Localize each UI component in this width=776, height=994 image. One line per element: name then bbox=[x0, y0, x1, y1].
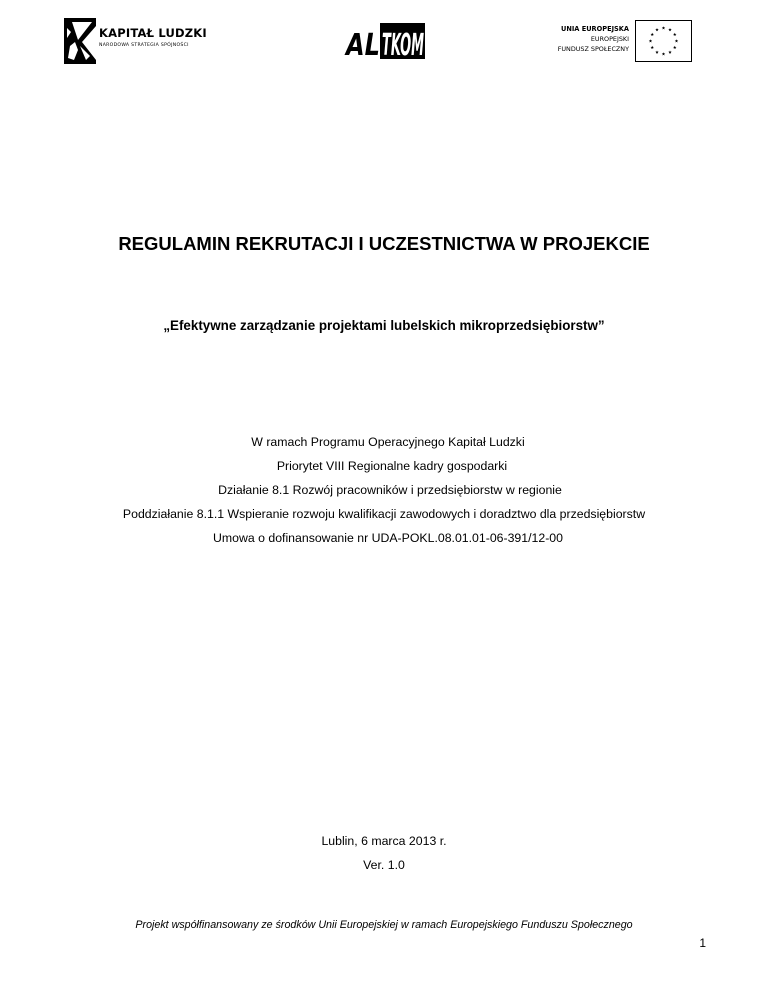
document-date: Lublin, 6 marca 2013 r. bbox=[321, 834, 447, 848]
kapital-ludzki-title: KAPITAŁ LUDZKI bbox=[99, 26, 207, 40]
kapital-ludzki-star-icon bbox=[62, 16, 98, 66]
kapital-ludzki-subtitle: NARODOWA STRATEGIA SPÓJNOŚCI bbox=[99, 43, 189, 48]
altkom-logo bbox=[344, 22, 426, 63]
svg-text:TKOM: TKOM bbox=[382, 28, 425, 63]
svg-text:AL: AL bbox=[344, 28, 380, 63]
kapital-ludzki-logo bbox=[62, 16, 242, 66]
eu-flag-icon bbox=[635, 20, 692, 62]
subaction-line: Poddziałanie 8.1.1 Wspieranie rozwoju kwalifikacji zawodowych i doradztwo dla przedsiębiorstw bbox=[122, 507, 646, 521]
footer-note: Projekt współfinansowany ze środków Unii Europejskiej w ramach Europejskiego Funduszu Społecznego bbox=[135, 919, 633, 931]
priority-line: Priorytet VIII Regionalne kadry gospodarki bbox=[276, 459, 508, 473]
program-line: W ramach Programu Operacyjnego Kapitał Ludzki bbox=[251, 435, 525, 449]
eu-line-3: FUNDUSZ SPOŁECZNY bbox=[557, 45, 629, 53]
document-title: REGULAMIN REKRUTACJI I UCZESTNICTWA W PROJEKCIE bbox=[118, 233, 650, 254]
project-name: „Efektywne zarządzanie projektami lubelskich mikroprzedsiębiorstw” bbox=[163, 318, 605, 333]
document-version: Ver. 1.0 bbox=[363, 858, 405, 872]
eu-line-1: UNIA EUROPEJSKA bbox=[560, 25, 629, 33]
page-number: 1 bbox=[699, 936, 706, 950]
action-line: Działanie 8.1 Rozwój pracowników i przedsiębiorstw w regionie bbox=[218, 483, 562, 497]
agreement-line: Umowa o dofinansowanie nr UDA-POKL.08.01.01-06-391/12-00 bbox=[213, 531, 563, 545]
eu-line-2: EUROPEJSKI bbox=[590, 35, 629, 43]
eu-logo bbox=[540, 20, 692, 62]
